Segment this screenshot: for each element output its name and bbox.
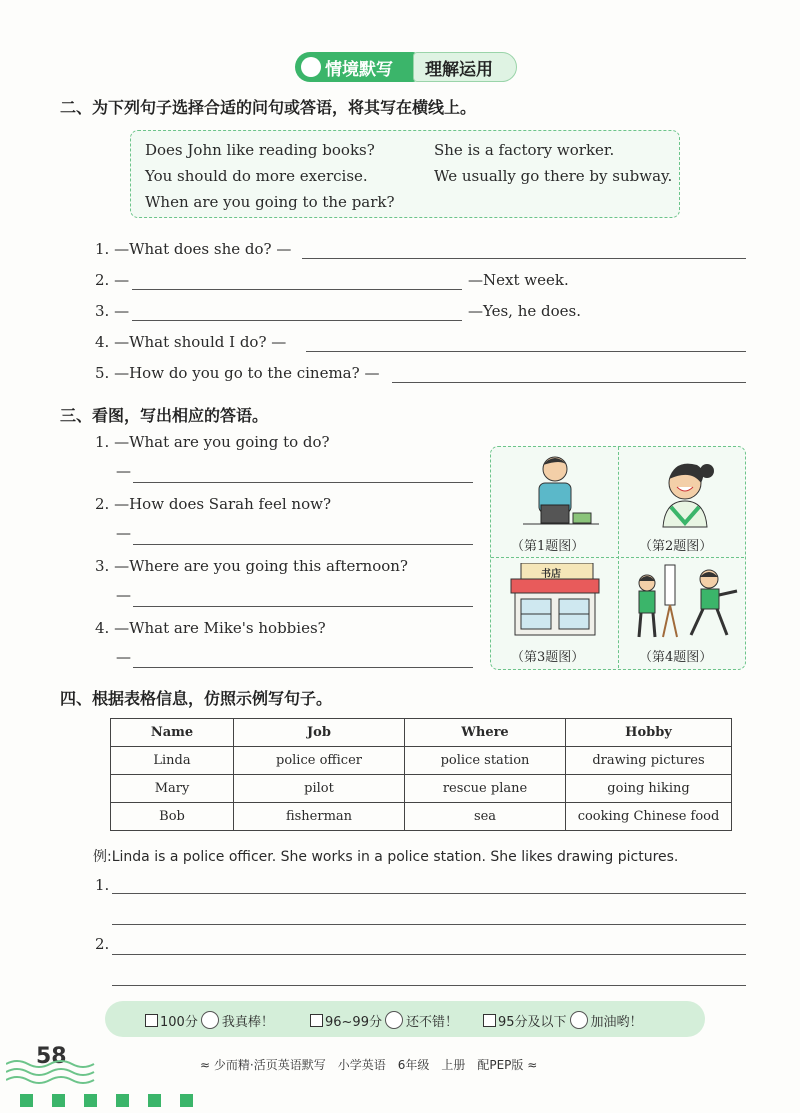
answer-line[interactable] — [132, 320, 462, 321]
section2-title: 二、为下列句子选择合适的问句或答语，将其写在横线上。 — [60, 98, 477, 117]
answer-line[interactable] — [132, 289, 462, 290]
s4-answer-1-num: 1. — [95, 876, 110, 894]
page-number: 58 — [36, 1044, 67, 1069]
answer-line[interactable] — [133, 667, 473, 668]
s3-q4: 4. —What are Mike's hobbies? — [95, 619, 326, 637]
option-4: We usually go there by subway. — [434, 167, 673, 185]
s3-q1-dash: — — [116, 462, 131, 480]
answer-line[interactable] — [112, 893, 746, 894]
footer-text: ≈ 少而精·活页英语默写 小学英语 6年级 上册 配PEP版 ≈ — [200, 1058, 538, 1072]
score-item-3: 95分及以下 加油哟！ — [483, 1011, 643, 1030]
example-sentence: 例:Linda is a police officer. She works in a police station. She likes drawing pictures. — [93, 849, 679, 865]
score-bar — [105, 1001, 705, 1037]
s3-q3-dash: — — [116, 586, 131, 604]
option-3: You should do more exercise. — [145, 167, 368, 185]
info-table — [110, 718, 732, 831]
banner-right-label: 理解运用 — [425, 60, 493, 80]
girl-smiling-illustration — [641, 453, 731, 531]
checkbox[interactable] — [310, 1014, 323, 1027]
header-job: Job — [234, 719, 405, 747]
s2-q3-answer: —Yes, he does. — [468, 302, 581, 320]
s2-q2-answer: —Next week. — [468, 271, 569, 289]
s2-q5: 5. —How do you go to the cinema? — — [95, 364, 380, 382]
checkbox[interactable] — [145, 1014, 158, 1027]
answer-line[interactable] — [133, 544, 473, 545]
score-item-1: 100分 我真棒！ — [145, 1011, 274, 1030]
answer-line[interactable] — [133, 482, 473, 483]
header-where: Where — [405, 719, 566, 747]
caption-4: （第4题图） — [639, 650, 713, 665]
answer-line[interactable] — [112, 985, 746, 986]
s3-q4-dash: — — [116, 648, 131, 666]
flower-icon — [301, 57, 321, 77]
picture-grid — [490, 446, 746, 670]
shop-sign: 书店 — [541, 569, 561, 580]
options-box — [130, 130, 680, 218]
s2-q1: 1. —What does she do? — — [95, 240, 292, 258]
caption-2: （第2题图） — [639, 539, 713, 554]
caption-3: （第3题图） — [511, 650, 585, 665]
option-2: She is a factory worker. — [434, 141, 615, 159]
answer-line[interactable] — [112, 924, 746, 925]
option-5: When are you going to the park? — [145, 193, 395, 211]
s2-q3: 3. — — [95, 302, 130, 320]
s3-q1: 1. —What are you going to do? — [95, 433, 330, 451]
caption-1: （第1题图） — [511, 539, 585, 554]
smile-icon — [385, 1011, 403, 1029]
section-banner — [295, 52, 517, 82]
s3-q2-dash: — — [116, 524, 131, 542]
cheer-icon — [570, 1011, 588, 1029]
answer-line[interactable] — [133, 606, 473, 607]
s4-answer-2-num: 2. — [95, 935, 110, 953]
s2-q2: 2. — — [95, 271, 130, 289]
answer-line[interactable] — [112, 954, 746, 955]
score-item-2: 96~99分 还不错！ — [310, 1011, 458, 1030]
answer-line[interactable] — [392, 382, 746, 383]
thumbs-up-icon — [201, 1011, 219, 1029]
wave-decoration — [6, 1058, 96, 1088]
boy-typing-illustration — [513, 453, 603, 531]
table-row: Bob fisherman sea cooking Chinese food — [111, 803, 732, 831]
table-row: Mary pilot rescue plane going hiking — [111, 775, 732, 803]
section4-title: 四、根据表格信息，仿照示例写句子。 — [60, 689, 333, 708]
header-name: Name — [111, 719, 234, 747]
s3-q2: 2. —How does Sarah feel now? — [95, 495, 331, 513]
table-header-row — [111, 719, 732, 747]
checkbox[interactable] — [483, 1014, 496, 1027]
answer-line[interactable] — [302, 258, 746, 259]
option-1: Does John like reading books? — [145, 141, 375, 159]
section3-title: 三、看图，写出相应的答语。 — [60, 406, 269, 425]
hobbies-illustration — [631, 561, 741, 641]
s2-q4: 4. —What should I do? — — [95, 333, 287, 351]
s3-q3: 3. —Where are you going this afternoon? — [95, 557, 408, 575]
answer-line[interactable] — [306, 351, 746, 352]
banner-left-label: 情境默写 — [325, 60, 393, 80]
table-row: Linda police officer police station drawing pictures — [111, 747, 732, 775]
header-hobby: Hobby — [566, 719, 732, 747]
